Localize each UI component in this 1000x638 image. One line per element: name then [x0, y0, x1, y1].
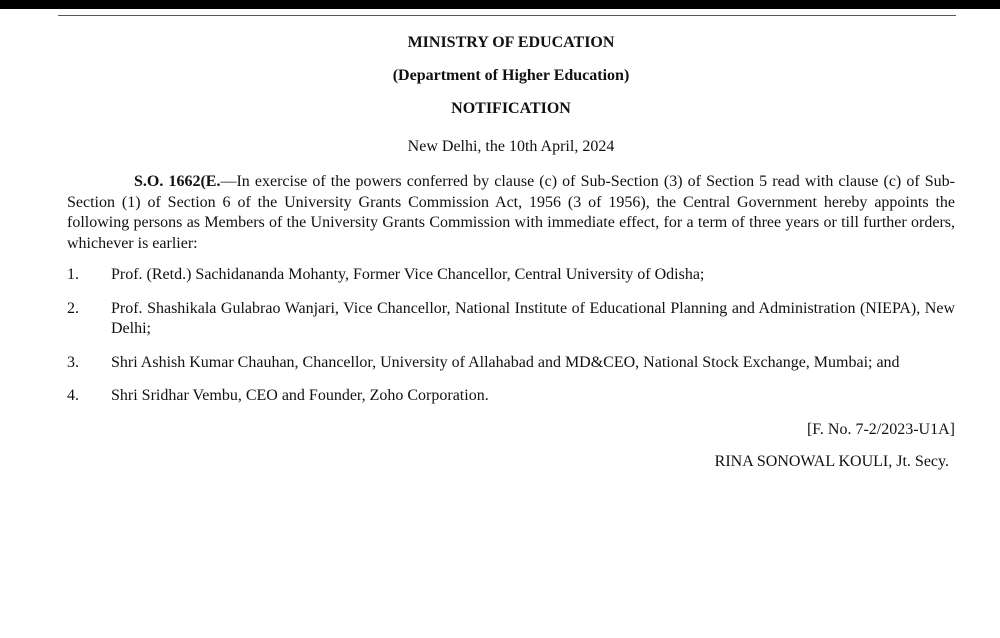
- list-item: [67, 299, 955, 340]
- notification-paragraph: [67, 172, 955, 254]
- list-item-text: Shri Sridhar Vembu, CEO and Founder, Zoho Corporation.: [111, 387, 489, 404]
- list-item-text: Prof. Shashikala Gulabrao Wanjari, Vice Chancellor, National Institute of Educational Planning and Administration (NIEPA), New Delhi;: [111, 299, 955, 337]
- department-title: (Department of Higher Education): [392, 67, 630, 84]
- so-reference: S.O. 1662(E.: [134, 173, 221, 190]
- top-edge-bar: [0, 0, 1000, 9]
- list-item-text: Shri Ashish Kumar Chauhan, Chancellor, University of Allahabad and MD&CEO, National Stock Exchange, Mumbai; and: [111, 353, 900, 371]
- list-item-text: Prof. (Retd.) Sachidananda Mohanty, Former Vice Chancellor, Central University of Odisha;: [111, 266, 705, 283]
- members-list: [67, 265, 955, 407]
- gazette-page: [67, 28, 955, 472]
- signatory: RINA SONOWAL KOULI, Jt. Secy.: [714, 452, 949, 470]
- list-item-number: 3.: [67, 353, 79, 371]
- list-item: [67, 265, 955, 286]
- list-item: [67, 353, 955, 374]
- ministry-title: MINISTRY OF EDUCATION: [407, 34, 615, 51]
- header-rule: [58, 15, 956, 16]
- list-item-number: 4.: [67, 387, 79, 404]
- list-item-number: 2.: [67, 299, 79, 317]
- list-item-number: 1.: [67, 266, 79, 283]
- notification-title: NOTIFICATION: [451, 100, 571, 117]
- file-number: [F. No. 7-2/2023-U1A]: [806, 420, 955, 438]
- paragraph-text: —In exercise of the powers conferred by clause (c) of Sub-Section (3) of Section 5 read with clause (c) of Sub-Section (1) of Section 6 of the University Grants Commission Act, 1956 (3 of 1956), the Central Government hereby appoints the following persons as Members of the University Grants Commission with immediate effect, for a term of three years or till further orders, whichever is earlier:: [67, 173, 956, 252]
- date-line: New Delhi, the 10th April, 2024: [407, 138, 615, 155]
- list-item: [67, 386, 955, 407]
